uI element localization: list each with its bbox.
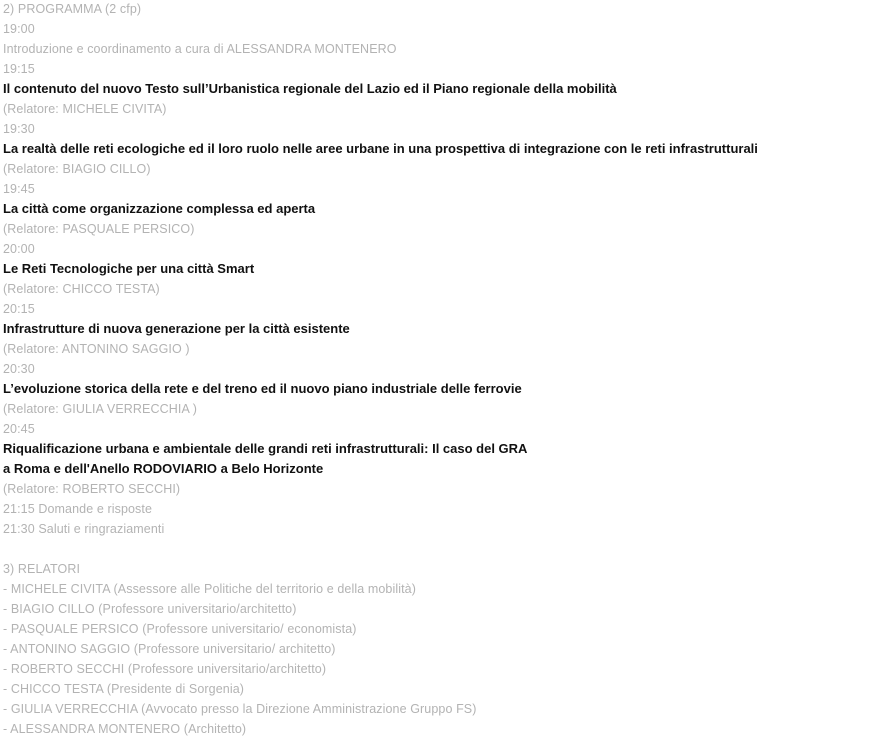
speaker-label: (Relatore: BIAGIO CILLO): [3, 162, 151, 176]
relatore-item: - MICHELE CIVITA (Assessore alle Politiche del territorio e della mobilità): [3, 582, 416, 596]
time-label: 19:15: [3, 62, 35, 76]
relatore-item: - PASQUALE PERSICO (Professore universitario/ economista): [3, 622, 357, 636]
speaker-label: (Relatore: CHICCO TESTA): [3, 282, 160, 296]
relatore-item: - CHICCO TESTA (Presidente di Sorgenia): [3, 682, 245, 696]
time-label: 19:30: [3, 122, 35, 136]
relatore-item: - BIAGIO CILLO (Professore universitario/architetto): [3, 602, 297, 616]
talk-title: La città come organizzazione complessa ed aperta: [3, 201, 316, 216]
talk-title-line-1: Riqualificazione urbana e ambientale delle grandi reti infrastrutturali: Il caso del GRA: [3, 441, 528, 456]
speaker-label: (Relatore: PASQUALE PERSICO): [3, 222, 195, 236]
closing-qa: 21:15 Domande e risposte: [3, 502, 153, 516]
speaker-label: (Relatore: ROBERTO SECCHI): [3, 482, 181, 496]
speaker-label: (Relatore: MICHELE CIVITA): [3, 102, 167, 116]
time-label: 19:45: [3, 182, 35, 196]
time-label: 20:45: [3, 422, 35, 436]
closing-thanks: 21:30 Saluti e ringraziamenti: [3, 522, 165, 536]
talk-title: Il contenuto del nuovo Testo sull’Urbanistica regionale del Lazio ed il Piano regionale della mobilità: [3, 81, 617, 96]
time-label: 19:00: [3, 22, 35, 36]
relatore-item: - ROBERTO SECCHI (Professore universitario/architetto): [3, 662, 327, 676]
talk-title-line-2: a Roma e dell'Anello RODOVIARIO a Belo Horizonte: [3, 461, 324, 476]
talk-title: Infrastrutture di nuova generazione per la città esistente: [3, 321, 350, 336]
relatore-item: - GIULIA VERRECCHIA (Avvocato presso la Direzione Amministrazione Gruppo FS): [3, 702, 477, 716]
speaker-label: (Relatore: ANTONINO SAGGIO ): [3, 342, 190, 356]
time-label: 20:30: [3, 362, 35, 376]
time-label: 20:15: [3, 302, 35, 316]
talk-title: Le Reti Tecnologiche per una città Smart: [3, 261, 255, 276]
relatore-item: - ALESSANDRA MONTENERO (Architetto): [3, 722, 247, 736]
time-label: 20:00: [3, 242, 35, 256]
speaker-label: (Relatore: GIULIA VERRECCHIA ): [3, 402, 198, 416]
talk-title: La realtà delle reti ecologiche ed il loro ruolo nelle aree urbane in una prospettiva di integrazione con le reti infrastrutturali: [3, 141, 758, 156]
intro-text: Introduzione e coordinamento a cura di ALESSANDRA MONTENERO: [3, 42, 397, 56]
relatori-heading: 3) RELATORI: [3, 562, 81, 576]
talk-title: L’evoluzione storica della rete e del treno ed il nuovo piano industriale delle ferrovie: [3, 381, 522, 396]
relatore-item: - ANTONINO SAGGIO (Professore universitario/ architetto): [3, 642, 336, 656]
programma-heading: 2) PROGRAMMA (2 cfp): [3, 2, 142, 16]
